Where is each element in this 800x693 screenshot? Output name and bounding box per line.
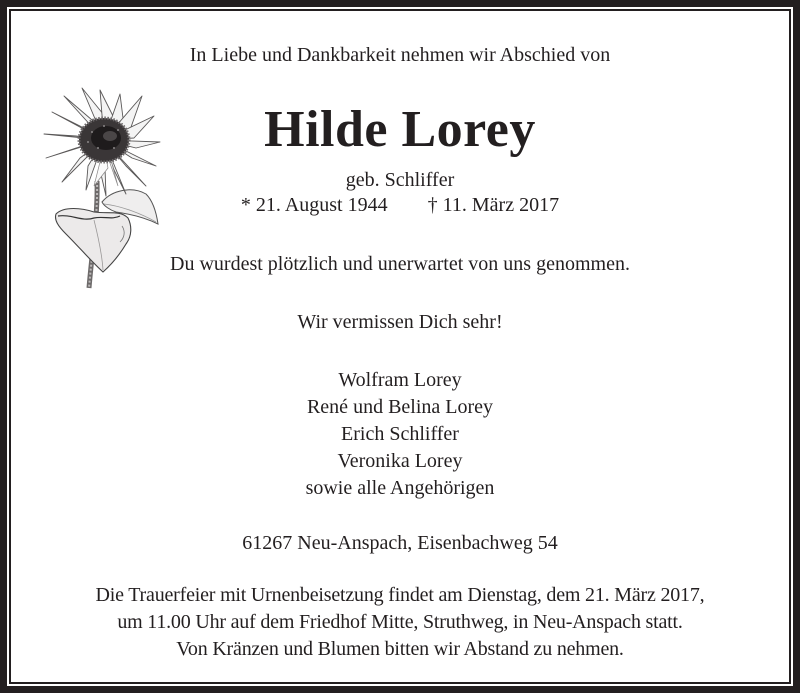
maiden-name: geb. Schliffer xyxy=(345,169,455,191)
death-date: † 11. März 2017 xyxy=(427,194,560,216)
ceremony-line: um 11.00 Uhr auf dem Friedhof Mitte, Struthweg, in Neu-Anspach statt. xyxy=(117,611,683,633)
mourner: sowie alle Angehörigen xyxy=(305,477,495,499)
mourner: Erich Schliffer xyxy=(341,423,459,445)
birth-date: * 21. August 1944 xyxy=(240,194,388,216)
mourner: Wolfram Lorey xyxy=(338,369,462,391)
message-line-1: Du wurdest plötzlich und unerwartet von uns genommen. xyxy=(170,253,630,275)
mourner: René und Belina Lorey xyxy=(306,396,494,418)
life-dates xyxy=(0,195,800,215)
ceremony-line: Die Trauerfeier mit Urnenbeisetzung findet am Dienstag, dem 21. März 2017, xyxy=(95,584,705,606)
mourner: Veronika Lorey xyxy=(337,450,463,472)
ceremony-line: Von Kränzen und Blumen bitten wir Abstand zu nehmen. xyxy=(176,638,624,660)
message-line-2: Wir vermissen Dich sehr! xyxy=(297,311,503,333)
intro-text: In Liebe und Dankbarkeit nehmen wir Abschied von xyxy=(189,44,611,66)
deceased-name: Hilde Lorey xyxy=(264,101,536,158)
address: 61267 Neu-Anspach, Eisenbachweg 54 xyxy=(242,532,558,554)
